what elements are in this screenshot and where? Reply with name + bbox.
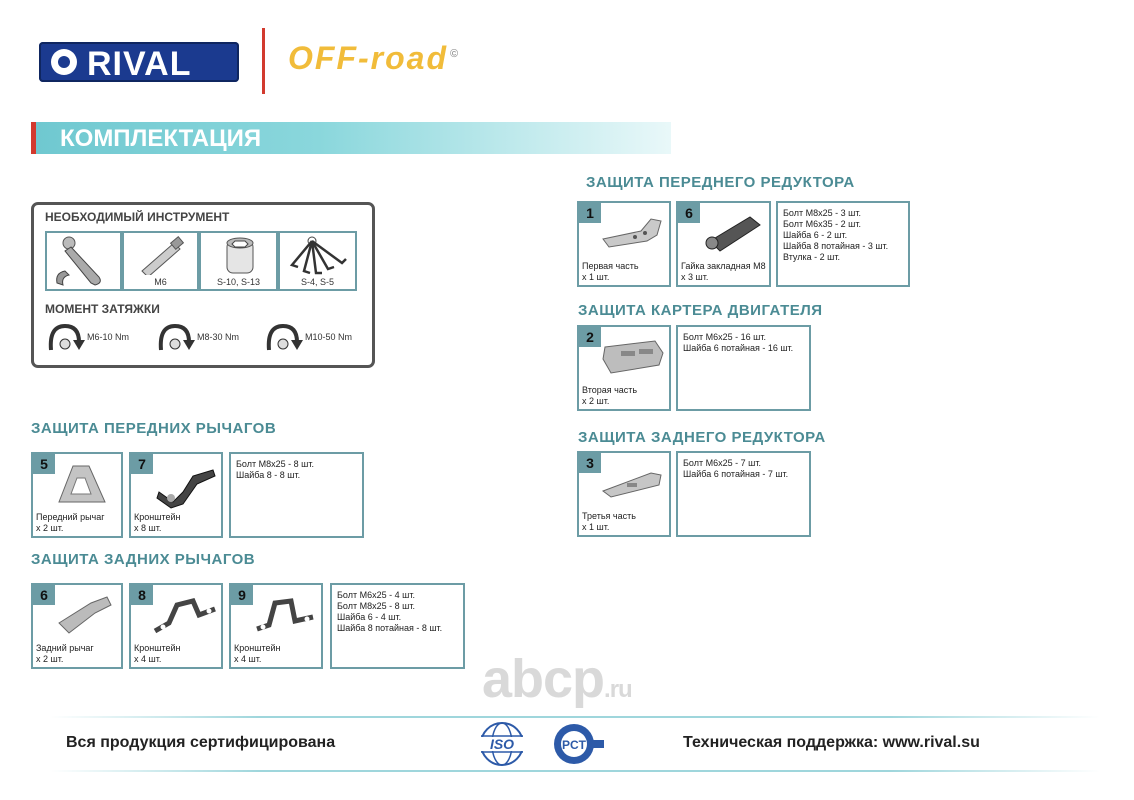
bracket-icon	[153, 593, 219, 637]
ratchet-wrench-icon	[47, 233, 120, 289]
tool-socket: S-10, S-13	[199, 231, 278, 291]
bracket-icon	[153, 462, 219, 510]
part-card: 8 Кронштейн x 4 шт.	[129, 583, 223, 669]
tools-title: НЕОБХОДИМЫЙ ИНСТРУМЕНТ	[45, 210, 230, 224]
spec-box: Болт M8x25 - 3 шт. Болт M6x35 - 2 шт. Шайба 6 - 2 шт. Шайба 8 потайная - 3 шт. Втулка - 2 шт.	[776, 201, 910, 287]
tool-bit: M6	[122, 231, 199, 291]
socket-head-icon	[201, 233, 276, 279]
part-card: 7 Кронштейн x 8 шт.	[129, 452, 223, 538]
section-title-rear-reducer: ЗАЩИТА ЗАДНЕГО РЕДУКТОРА	[578, 429, 826, 446]
part-plate-icon	[601, 335, 667, 377]
section-title-front-reducer: ЗАЩИТА ПЕРЕДНЕГО РЕДУКТОРА	[586, 174, 855, 191]
section-title-rear-arms: ЗАЩИТА ЗАДНИХ РЫЧАГОВ	[31, 551, 256, 568]
torque-arrow-icon	[155, 322, 195, 352]
part-card: 6 Гайка закладная M8 x 3 шт.	[676, 201, 771, 287]
tool-hex-keys: S-4, S-5	[278, 231, 357, 291]
torque-arrow-icon	[263, 322, 303, 352]
torque-m10: M10-50 Nm	[263, 322, 363, 352]
watermark: abcp.ru	[482, 649, 632, 709]
page-title: КОМПЛЕКТАЦИЯ	[60, 125, 262, 152]
iso-logo-icon	[474, 721, 530, 767]
rival-logo	[39, 42, 239, 82]
offroad-logo: OFF-road ©	[288, 40, 461, 76]
section-title-engine: ЗАЩИТА КАРТЕРА ДВИГАТЕЛЯ	[578, 302, 823, 319]
bracket-icon	[253, 593, 319, 637]
spec-box: Болт M6x25 - 16 шт. Шайба 6 потайная - 16 шт.	[676, 325, 811, 411]
part-plate-icon	[55, 462, 115, 510]
part-plate-icon	[601, 461, 667, 501]
tool-ratchet	[45, 231, 122, 291]
hex-key-set-icon	[280, 233, 355, 279]
part-card: 6 Задний рычаг x 2 шт.	[31, 583, 123, 669]
certification-text: Вся продукция сертифицирована	[66, 734, 336, 751]
logo-text: RIVAL	[87, 45, 192, 83]
part-card: 5 Передний рычаг x 2 шт.	[31, 452, 123, 538]
spec-box: Болт M6x25 - 4 шт. Болт M8x25 - 8 шт. Шайба 6 - 4 шт. Шайба 8 потайная - 8 шт.	[330, 583, 465, 669]
part-card: 1 Первая часть x 1 шт.	[577, 201, 671, 287]
support-text: Техническая поддержка: www.rival.su	[683, 734, 980, 751]
part-plate-icon	[601, 211, 667, 251]
svg-text:ISO: ISO	[489, 736, 515, 752]
banner-accent	[31, 122, 36, 154]
part-plate-icon	[55, 593, 115, 637]
weld-nut-icon	[700, 211, 766, 255]
pct-logo-icon	[552, 722, 606, 766]
spec-box: Болт M8x25 - 8 шт. Шайба 8 - 8 шт.	[229, 452, 364, 538]
part-card: 2 Вторая часть x 2 шт.	[577, 325, 671, 411]
header-divider	[262, 28, 265, 94]
torque-m6: M6-10 Nm	[45, 322, 145, 352]
footer-divider	[50, 770, 1100, 772]
part-card: 3 Третья часть x 1 шт.	[577, 451, 671, 537]
logo-emblem-icon	[51, 49, 77, 75]
bit-socket-icon	[124, 233, 197, 275]
footer-divider	[50, 716, 1100, 718]
svg-text:PCT: PCT	[562, 738, 586, 752]
part-card: 9 Кронштейн x 4 шт.	[229, 583, 323, 669]
torque-title: МОМЕНТ ЗАТЯЖКИ	[45, 302, 160, 316]
torque-arrow-icon	[45, 322, 85, 352]
section-title-front-arms: ЗАЩИТА ПЕРЕДНИХ РЫЧАГОВ	[31, 420, 277, 437]
spec-box: Болт M6x25 - 7 шт. Шайба 6 потайная - 7 шт.	[676, 451, 811, 537]
torque-m8: M8-30 Nm	[155, 322, 255, 352]
